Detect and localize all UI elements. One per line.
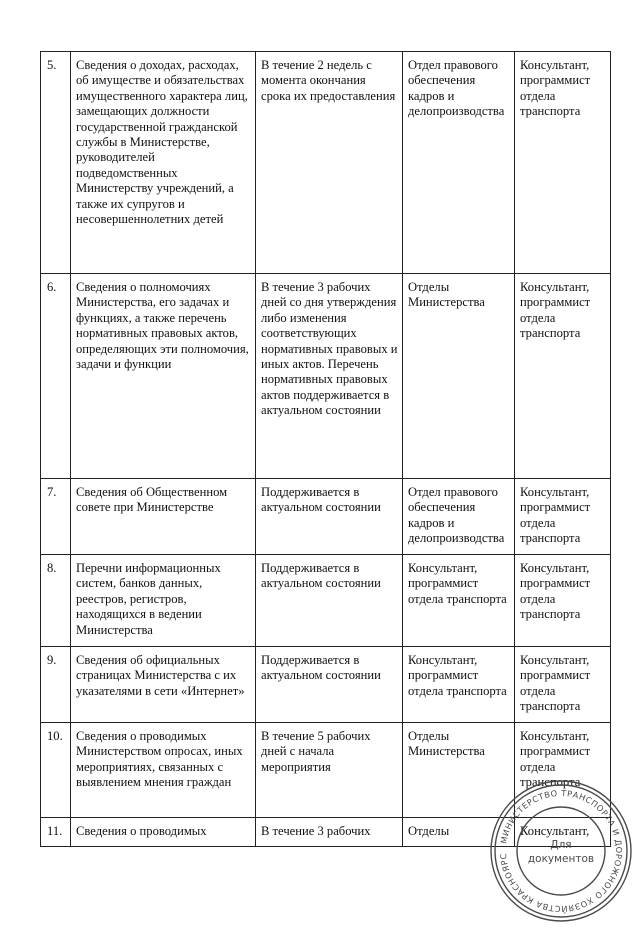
term-cell: Поддерживается в актуальном состоянии (256, 555, 403, 647)
stamp-center-line-2: документов (527, 853, 595, 865)
publisher-cell: Консультант, программист отдела транспорта (515, 52, 611, 274)
info-cell: Сведения о доходах, расходах, об имуществе и обязательствах имущественного характера лиц, замещающих должности государственной гражданской службы в Министерстве, руководителей подведомственных Министерству учреждений, а также их супругов и несовершеннолетних детей (71, 52, 256, 274)
row-number: 11. (41, 818, 71, 847)
publisher-cell: Консультант, программист отдела транспорта (515, 555, 611, 647)
publisher-cell: Консультант, программист отдела транспорта (515, 274, 611, 479)
row-number: 10. (41, 723, 71, 818)
document-table-wrapper (40, 51, 610, 847)
information-table (40, 51, 611, 847)
term-cell: В течение 5 рабочих дней с начала мероприятия (256, 723, 403, 818)
table-row (41, 274, 611, 479)
row-number: 5. (41, 52, 71, 274)
info-cell: Перечни информационных систем, банков данных, реестров, регистров, находящихся в ведении Министерства (71, 555, 256, 647)
table-row (41, 555, 611, 647)
row-number: 9. (41, 647, 71, 723)
stamp-seal-icon (483, 773, 639, 929)
publisher-cell: Консультант, программист отдела транспорта (515, 479, 611, 555)
term-cell: В течение 2 недель с момента окончания срока их предоставления (256, 52, 403, 274)
responsible-cell: Отделы Министерства (403, 274, 515, 479)
responsible-cell: Консультант, программист отдела транспорта (403, 647, 515, 723)
publisher-cell: Консультант, программист отдела транспорта (515, 647, 611, 723)
row-number: 8. (41, 555, 71, 647)
stamp-center-line-1: Для (550, 839, 572, 851)
info-cell: Сведения о полномочиях Министерства, его задачах и функциях, а также перечень нормативных правовых актов, определяющих эти полномочия, задачи и функции (71, 274, 256, 479)
term-cell: В течение 3 рабочих (256, 818, 403, 847)
row-number: 7. (41, 479, 71, 555)
publisher-cell: Консультант, (515, 818, 611, 847)
info-cell: Сведения о проводимых Министерством опросах, иных мероприятиях, связанных с выявлением мнения граждан (71, 723, 256, 818)
table-row (41, 647, 611, 723)
responsible-cell: Консультант, программист отдела транспорта (403, 555, 515, 647)
responsible-cell: Отделы Министерства (403, 723, 515, 818)
responsible-cell: Отдел правового обеспечения кадров и делопроизводства (403, 479, 515, 555)
term-cell: В течение 3 рабочих дней со дня утверждения либо изменения соответствующих нормативных правовых и иных актов. Перечень нормативных правовых актов поддерживается в актуальном состоянии (256, 274, 403, 479)
term-cell: Поддерживается в актуальном состоянии (256, 647, 403, 723)
table-row (41, 52, 611, 274)
stamp-ring-text: МИНИСТЕРСТВО ТРАНСПОРТА И ДОРОЖНОГО ХОЗЯЙСТВА КРАСНОЯРС (497, 787, 625, 915)
row-number: 6. (41, 274, 71, 479)
official-stamp (483, 773, 639, 929)
info-cell: Сведения об Общественном совете при Министерстве (71, 479, 256, 555)
info-cell: Сведения о проводимых (71, 818, 256, 847)
responsible-cell: Отделы (403, 818, 515, 847)
table-row (41, 479, 611, 555)
responsible-cell: Отдел правового обеспечения кадров и делопроизводства (403, 52, 515, 274)
info-cell: Сведения об официальных страницах Министерства с их указателями в сети «Интернет» (71, 647, 256, 723)
publisher-cell: Консультант, программист отдела транспорта (515, 723, 611, 818)
term-cell: Поддерживается в актуальном состоянии (256, 479, 403, 555)
